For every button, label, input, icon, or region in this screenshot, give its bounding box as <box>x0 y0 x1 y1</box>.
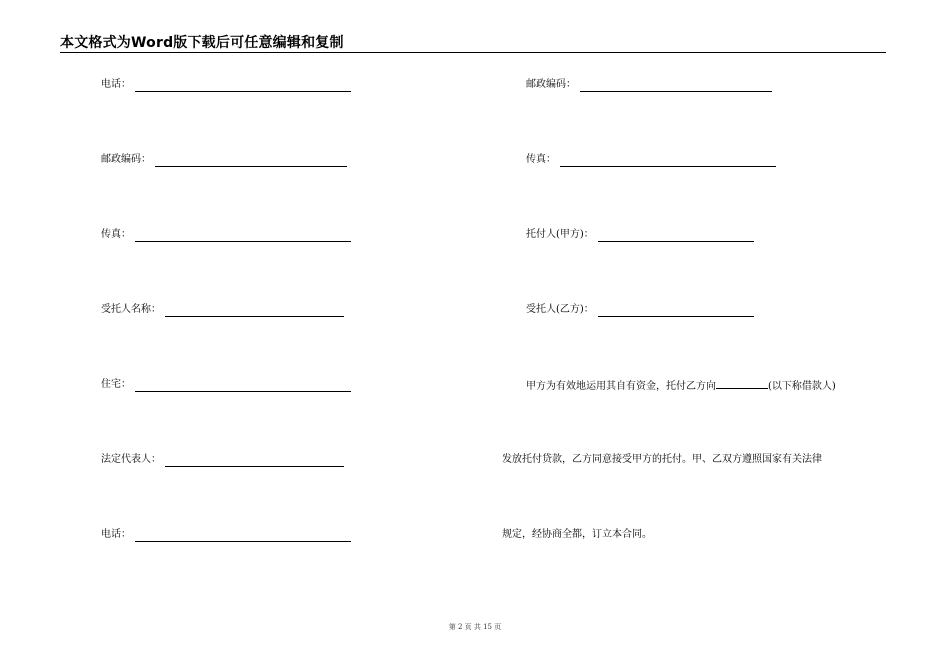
field-label: 传真： <box>526 154 556 165</box>
fill-in-blank[interactable] <box>598 231 754 242</box>
fill-in-blank[interactable] <box>165 456 344 467</box>
fill-in-blank[interactable] <box>165 306 344 317</box>
page-header-title: 本文格式为Word版下载后可任意编辑和复制 <box>60 35 344 51</box>
left-field-residence <box>101 378 351 392</box>
contract-paragraph-line-3: 规定，经协商全都，订立本合同。 <box>502 529 652 540</box>
paragraph-text: (以下称借款人) <box>768 381 836 392</box>
fill-in-blank[interactable] <box>560 156 776 167</box>
fill-in-blank[interactable] <box>135 81 351 92</box>
left-field-postcode <box>101 153 347 167</box>
fill-in-blank[interactable] <box>135 531 351 542</box>
left-field-trustee-name <box>101 303 344 317</box>
fill-in-blank[interactable] <box>155 156 347 167</box>
field-label: 住宅： <box>101 379 131 390</box>
paragraph-text: 甲方为有效地运用其自有资金，托付乙方向 <box>526 381 716 392</box>
header-divider <box>60 52 886 53</box>
fill-in-blank[interactable] <box>135 231 351 242</box>
right-field-principal <box>526 228 754 242</box>
contract-paragraph-line-2: 发放托付贷款，乙方同意接受甲方的托付。甲、乙双方遵照国家有关法律 <box>502 454 822 465</box>
field-label: 传真： <box>101 229 131 240</box>
fill-in-blank[interactable] <box>598 306 754 317</box>
left-field-fax <box>101 228 351 242</box>
left-field-phone-2 <box>101 528 351 542</box>
contract-paragraph-line-1 <box>526 378 836 394</box>
fill-in-blank[interactable] <box>580 81 772 92</box>
right-field-fax <box>526 153 776 167</box>
left-field-legal-rep <box>101 453 344 467</box>
fill-in-blank[interactable] <box>135 381 351 392</box>
right-field-trustee <box>526 303 754 317</box>
field-label: 受托人(乙方)： <box>526 304 594 315</box>
field-label: 电话： <box>101 79 131 90</box>
left-field-phone <box>101 78 351 92</box>
field-label: 邮政编码： <box>526 79 576 90</box>
field-label: 受托人名称： <box>101 304 161 315</box>
right-field-postcode <box>526 78 772 92</box>
field-label: 邮政编码： <box>101 154 151 165</box>
page-number-footer: 第 2 页 共 15 页 <box>448 623 502 631</box>
borrower-blank[interactable] <box>716 378 768 389</box>
field-label: 托付人(甲方)： <box>526 229 594 240</box>
field-label: 电话： <box>101 529 131 540</box>
field-label: 法定代表人： <box>101 454 161 465</box>
